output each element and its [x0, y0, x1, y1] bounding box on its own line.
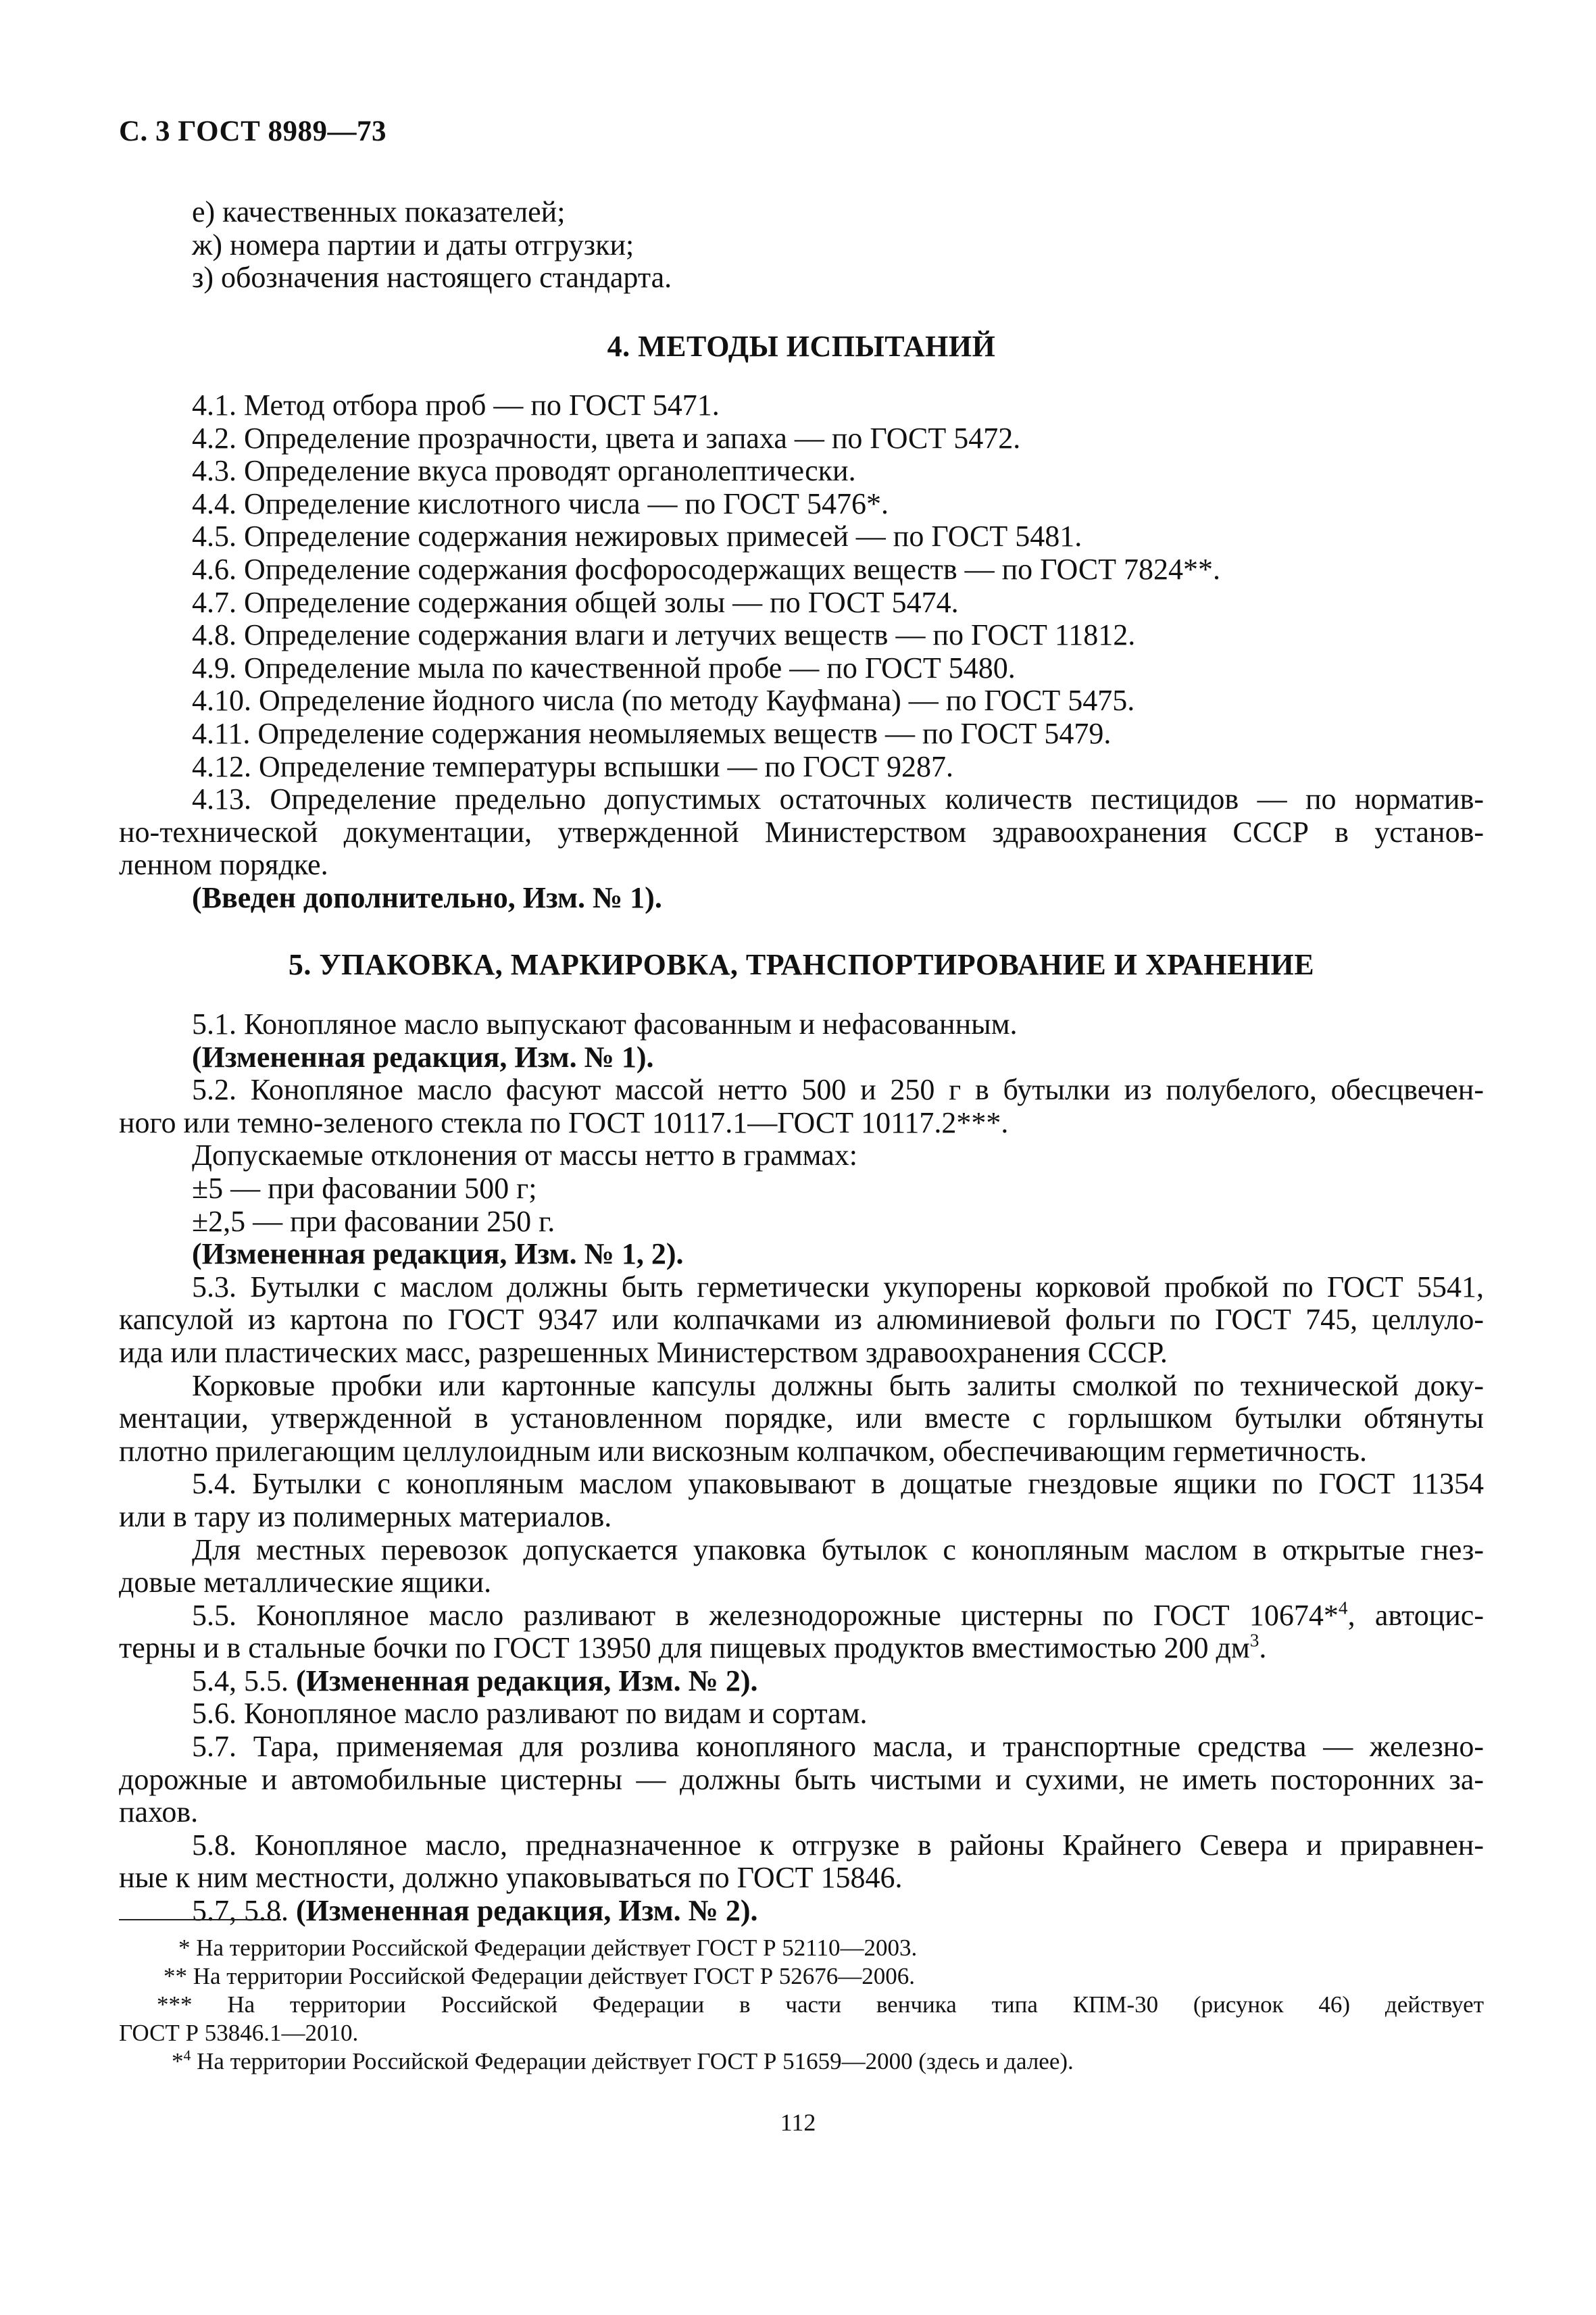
test-method-item: 4.4. Определение кислотного числа — по ГОСТ 5476*. — [192, 487, 889, 520]
paragraph-5-8-line: ные к ним местности, должно упаковываться по ГОСТ 15846. — [119, 1861, 903, 1895]
amendment-note: (Измененная редакция, Изм. № 1, 2). — [192, 1237, 684, 1271]
test-method-item: 4.12. Определение температуры вспышки — по ГОСТ 9287. — [192, 749, 953, 783]
test-method-item: 4.10. Определение йодного числа (по методу Кауфмана) — по ГОСТ 5475. — [192, 684, 1135, 718]
paragraph-5-4-cont-line: довые металлические ящики. — [119, 1566, 492, 1599]
amendment-note: (Введен дополнительно, Изм. № 1). — [192, 880, 662, 914]
paragraph-5-5-line — [119, 1599, 1484, 1633]
paragraph-5-5-text: . — [1259, 1631, 1267, 1665]
amendment-note: (Измененная редакция, Изм. № 1). — [192, 1040, 654, 1074]
item-4-13-line: ленном порядке. — [119, 848, 328, 882]
paragraph-5-3-cont-line: Корковые пробки или картонные капсулы должны быть залиты смолкой по технической доку- — [192, 1368, 1484, 1402]
paragraph-5-1: 5.1. Конопляное масло выпускают фасованным и нефасованным. — [192, 1007, 1018, 1041]
test-method-item: 4.11. Определение содержания неомыляемых веществ — по ГОСТ 5479. — [192, 716, 1112, 750]
footnote-divider — [119, 1919, 281, 1920]
footnote: * На территории Российской Федерации действует ГОСТ Р 52110—2003. — [178, 1935, 918, 1961]
section-5-title: 5. УПАКОВКА, МАРКИРОВКА, ТРАНСПОРТИРОВАНИЕ И ХРАНЕНИЕ — [288, 948, 1315, 981]
footnote: ** На территории Российской Федерации действует ГОСТ Р 52676—2006. — [164, 1963, 916, 1989]
amendment-note: (Измененная редакция, Изм. № 2). — [296, 1664, 758, 1697]
footnote-text: На территории Российской Федерации действует ГОСТ Р 51659—2000 (здесь и далее). — [191, 2048, 1074, 2074]
paragraph-5-3-line: ида или пластических масс, разрешенных Министерством здравоохранения СССР. — [119, 1335, 1168, 1369]
paragraph-5-5-text: , автоцис- — [1347, 1598, 1484, 1632]
section-4-title: 4. МЕТОДЫ ИСПЫТАНИЙ — [607, 330, 996, 363]
test-method-item: 4.9. Определение мыла по качественной пробе — по ГОСТ 5480. — [192, 651, 1016, 684]
paragraph-5-3-line: капсулой из картона по ГОСТ 9347 или колпачками из алюминиевой фольги по ГОСТ 745, целлуло- — [119, 1303, 1484, 1337]
paragraph-5-6: 5.6. Конопляное масло разливают по видам и сортам. — [192, 1697, 868, 1731]
paragraph-5-2-line: ±5 — при фасовании 500 г; — [192, 1171, 537, 1205]
section-5-body — [119, 1008, 1484, 1928]
amendment-prefix: 5.7, 5.8. — [192, 1894, 296, 1928]
list-item: ж) номера партии и даты отгрузки; — [192, 228, 634, 262]
paragraph-5-5-text: 5.5. Конопляное масло разливают в железнодорожные цистерны по ГОСТ 10674* — [192, 1598, 1339, 1632]
superscript: 3 — [1249, 1630, 1260, 1651]
paragraph-5-2-line: ного или темно-зеленого стекла по ГОСТ 10117.1—ГОСТ 10117.2***. — [119, 1105, 1009, 1139]
amendment-note-line — [119, 1665, 1484, 1698]
paragraph-5-3-cont-line: ментации, утвержденной в установленном порядке, или вместе с горлышком бутылки обтянуты — [119, 1401, 1484, 1435]
paragraph-5-7-line: дорожные и автомобильные цистерны — должны быть чистыми и сухими, не иметь посторонних за- — [119, 1762, 1484, 1796]
footnote: ГОСТ Р 53846.1—2010. — [119, 2020, 359, 2046]
paragraph-5-4-line: 5.4. Бутылки с конопляным маслом упаковывают в дощатые гнездовые ящики по ГОСТ 11354 — [192, 1467, 1484, 1501]
paragraph-5-5-line — [119, 1632, 1484, 1665]
paragraph-5-7-line: пахов. — [119, 1795, 199, 1829]
paragraph-5-3-cont-line: плотно прилегающим целлулоидным или вискозным колпачком, обеспечивающим герметичность. — [119, 1434, 1367, 1468]
paragraph-5-2-line: Допускаемые отклонения от массы нетто в граммах: — [192, 1139, 857, 1172]
amendment-prefix: 5.4, 5.5. — [192, 1664, 296, 1697]
item-4-13-line: но-технической документации, утвержденной Министерством здравоохранения СССР в установ- — [119, 815, 1484, 849]
paragraph-5-4-cont-line: Для местных перевозок допускается упаковка бутылок с конопляным маслом в открытые гнез- — [192, 1533, 1484, 1566]
section-4-body — [119, 389, 1484, 915]
paragraph-5-7-line: 5.7. Тара, применяемая для розлива конопляного масла, и транспортные средства — железно- — [192, 1730, 1484, 1764]
test-method-item: 4.1. Метод отбора проб — по ГОСТ 5471. — [192, 389, 720, 422]
footnote: *** На территории Российской Федерации в части венчика типа КПМ-30 (рисунок 46) действует — [157, 1991, 1484, 2018]
paragraph-5-5-text: терны и в стальные бочки по ГОСТ 13950 для пищевых продуктов вместимостью 200 дм — [119, 1631, 1250, 1665]
paragraph-5-8-line: 5.8. Конопляное масло, предназначенное к отгрузке в районы Крайнего Севера и приравнен- — [192, 1828, 1484, 1862]
footnote — [119, 2047, 1484, 2076]
test-method-item: 4.8. Определение содержания влаги и летучих веществ — по ГОСТ 11812. — [192, 618, 1136, 652]
item-4-13-line: 4.13. Определение предельно допустимых остаточных количеств пестицидов — по норматив- — [192, 782, 1484, 816]
paragraph-5-3-line: 5.3. Бутылки с маслом должны быть герметически укупорены корковой пробкой по ГОСТ 5541, — [192, 1270, 1484, 1303]
test-method-item: 4.7. Определение содержания общей золы — по ГОСТ 5474. — [192, 585, 959, 619]
amendment-note: (Измененная редакция, Изм. № 2). — [296, 1894, 758, 1928]
footnote-marker: 4 — [1338, 1597, 1348, 1618]
list-block — [119, 196, 1484, 295]
test-method-item: 4.6. Определение содержания фосфоросодержащих веществ — по ГОСТ 7824**. — [192, 552, 1221, 586]
page-header: С. 3 ГОСТ 8989—73 — [119, 116, 387, 147]
test-method-item: 4.3. Определение вкуса проводят органолептически. — [192, 454, 856, 488]
paragraph-5-2-line: ±2,5 — при фасовании 250 г. — [192, 1204, 555, 1238]
test-method-item: 4.2. Определение прозрачности, цвета и запаха — по ГОСТ 5472. — [192, 421, 1021, 455]
paragraph-5-4-line: или в тару из полимерных материалов. — [119, 1499, 612, 1533]
page-number: 112 — [780, 2109, 816, 2136]
list-item: з) обозначения настоящего стандарта. — [192, 261, 672, 295]
footnote-mark: * — [172, 2048, 184, 2074]
list-item: е) качественных показателей; — [192, 195, 566, 228]
footnote-mark-sup: 4 — [183, 2047, 191, 2064]
amendment-note-line — [119, 1895, 1484, 1928]
paragraph-5-2-line: 5.2. Конопляное масло фасуют массой нетто 500 и 250 г в бутылки из полубелого, обесцвечен- — [192, 1073, 1484, 1107]
footnotes — [119, 1934, 1484, 2076]
test-method-item: 4.5. Определение содержания нежировых примесей — по ГОСТ 5481. — [192, 520, 1082, 553]
